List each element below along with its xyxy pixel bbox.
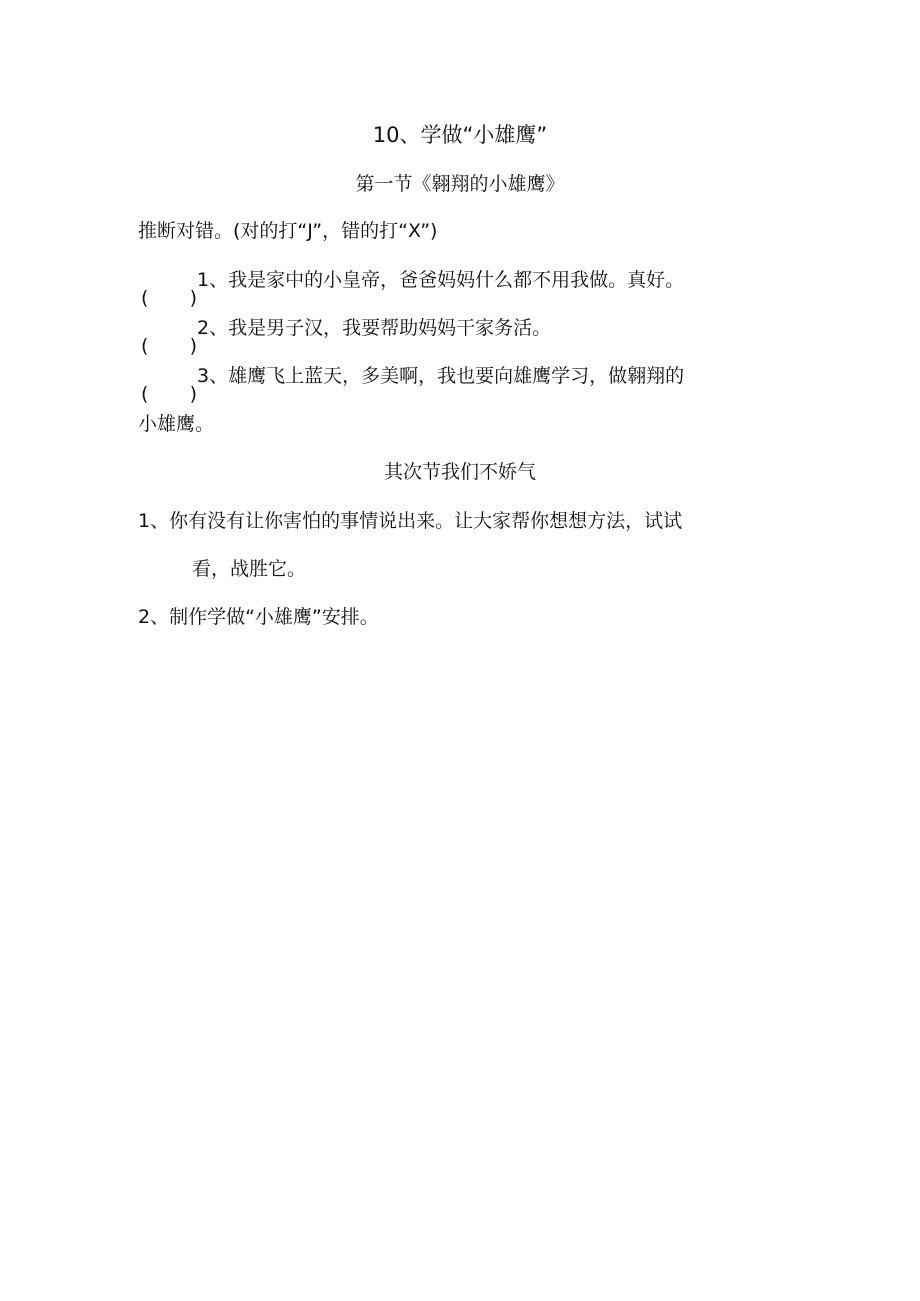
section1-instruction: 推断对错。(对的打“J”，错的打“X”) bbox=[138, 220, 438, 242]
section2-item-1: 1、你有没有让你害怕的事情说出来。让大家帮你想想方法，试试 bbox=[138, 510, 683, 532]
section2-item-1-continuation: 看，战胜它。 bbox=[192, 558, 307, 580]
question-text: 2、我是男子汉，我要帮助妈妈干家务活。 bbox=[197, 317, 552, 339]
page-title: 10、学做“小雄鹰” bbox=[372, 123, 548, 147]
question-row-3: ( ) 3、雄鹰飞上蓝天，多美啊，我也要向雄鹰学习，做翱翔的 bbox=[141, 365, 685, 405]
section2-item-2: 2、制作学做“小雄鹰”安排。 bbox=[138, 606, 379, 628]
question-row-2: ( ) 2、我是男子汉，我要帮助妈妈干家务活。 bbox=[141, 317, 552, 357]
question-row-1: ( ) 1、我是家中的小皇帝，爸爸妈妈什么都不用我做。真好。 bbox=[141, 269, 685, 309]
section1-heading: 第一节《翱翔的小雄鹰》 bbox=[355, 173, 565, 195]
section2-heading: 其次节我们不娇气 bbox=[383, 461, 536, 483]
question-text: 1、我是家中的小皇帝，爸爸妈妈什么都不用我做。真好。 bbox=[197, 269, 685, 291]
question-3-continuation: 小雄鹰。 bbox=[138, 413, 215, 435]
question-text: 3、雄鹰飞上蓝天，多美啊，我也要向雄鹰学习，做翱翔的 bbox=[197, 365, 685, 387]
